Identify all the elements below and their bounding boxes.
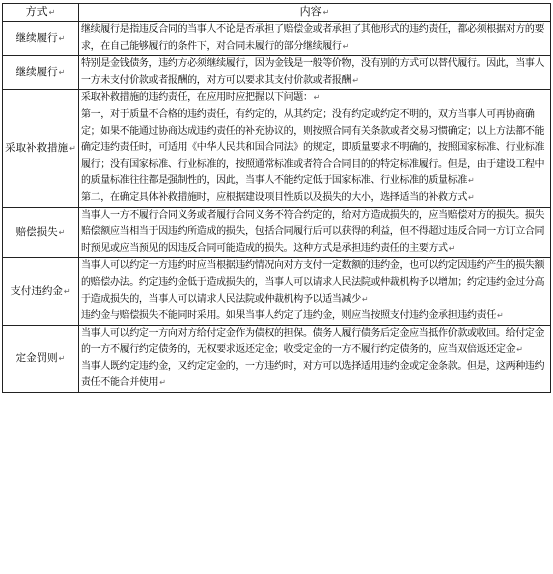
paragraph-mark-icon xyxy=(449,244,455,253)
method-cell xyxy=(3,22,79,56)
paragraph-mark-icon xyxy=(343,42,349,51)
method-cell xyxy=(3,90,79,207)
paragraph-mark-icon xyxy=(362,295,368,304)
paragraph-mark-icon xyxy=(468,193,474,202)
content-paragraph xyxy=(81,90,548,107)
paragraph-mark-icon xyxy=(49,8,56,17)
method-label: 赔偿损失 xyxy=(15,225,58,238)
method-cell xyxy=(3,207,79,258)
content-cell xyxy=(79,207,551,258)
paragraph-mark-icon xyxy=(159,378,165,387)
paragraph-mark-icon xyxy=(59,354,66,363)
paragraph-mark-icon xyxy=(59,34,66,43)
method-label: 采取补救措施 xyxy=(5,141,69,154)
content-paragraph xyxy=(81,308,548,325)
liability-table xyxy=(2,3,551,393)
content-paragraph xyxy=(81,107,548,190)
content-paragraph xyxy=(81,258,548,308)
paragraph-text: 特别是金钱债务，违约方必须继续履行，因为金钱是一般等价物，没有别的方式可以替代履行。因此，当事人一方未支付价款或者报酬的，对方可以要求其支付价款或者报酬 xyxy=(81,58,545,86)
method-cell xyxy=(3,258,79,325)
content-paragraph xyxy=(81,22,548,55)
content-paragraph xyxy=(81,208,548,258)
method-cell xyxy=(3,56,79,90)
content-cell xyxy=(79,258,551,325)
paragraph-text: 继续履行是指违反合同的当事人不论是否承担了赔偿金或者承担了其他形式的违约责任，都必须根据对方的要求，在自己能够履行的条件下，对合同未履行的部分继续履行 xyxy=(81,24,545,52)
table-row xyxy=(3,22,551,56)
paragraph-mark-icon xyxy=(352,76,358,85)
paragraph-text: 当事人既约定违约金，又约定定金的，一方违约时，对方可以选择适用违约金或定金条款。但是，这两种违约责任不能合并使用 xyxy=(81,360,545,389)
method-label: 继续履行 xyxy=(15,32,58,45)
paragraph-text: 当事人可以约定一方向对方给付定金作为债权的担保。债务人履行债务后定金应当抵作价款或收回。给付定金的一方不履行约定债务的，无权要求返还定金；收受定金的一方不履行约定债务的，应当双倍返还定金 xyxy=(81,327,545,356)
paragraph-text: 第二，在确定具体补救措施时，应根据建设项目性质以及损失的大小，选择适当的补救方式 xyxy=(81,191,467,203)
content-cell xyxy=(79,56,551,90)
paragraph-text: 采取补救措施的违约责任，在应用时应把握以下问题： xyxy=(81,92,313,104)
paragraph-mark-icon xyxy=(314,93,320,102)
content-cell xyxy=(79,22,551,56)
method-label: 支付违约金 xyxy=(10,285,63,297)
paragraph-mark-icon xyxy=(497,311,503,320)
paragraph-mark-icon xyxy=(59,68,66,77)
header-content: 内容 xyxy=(299,5,322,18)
table-row xyxy=(3,56,551,90)
table-row xyxy=(3,325,551,392)
method-label: 定金罚则 xyxy=(15,352,58,365)
content-paragraph xyxy=(81,326,548,359)
content-paragraph xyxy=(81,190,548,207)
method-label: 继续履行 xyxy=(15,66,58,79)
method-cell xyxy=(3,325,79,392)
table-row xyxy=(3,90,551,207)
table-row xyxy=(3,207,551,258)
header-method-cell xyxy=(3,4,79,22)
content-paragraph xyxy=(81,359,548,392)
paragraph-mark-icon xyxy=(468,176,474,185)
table-row xyxy=(3,258,551,325)
header-content-cell xyxy=(79,4,551,22)
paragraph-mark-icon xyxy=(59,228,66,237)
content-cell xyxy=(79,325,551,392)
content-paragraph xyxy=(81,56,548,89)
paragraph-mark-icon xyxy=(323,8,330,17)
paragraph-text: 当事人一方不履行合同义务或者履行合同义务不符合约定的，给对方造成损失的，应当赔偿对方的损失。损失赔偿额应当相当于因违约所造成的损失，包括合同履行后可以获得的利益，但不得超过违反合同一方订立合同时预见或应当预见的因违反合同可能造成的损失。这种方式是承担违约责任的主要方式 xyxy=(81,209,545,254)
paragraph-mark-icon xyxy=(516,345,522,354)
paragraph-mark-icon xyxy=(64,287,71,296)
paragraph-text: 违约金与赔偿损失不能同时采用。如果当事人约定了违约金，则应当按照支付违约金承担违约责任 xyxy=(81,310,496,322)
header-method: 方式 xyxy=(25,5,48,18)
table-header-row xyxy=(3,4,551,22)
paragraph-text: 第一，对于质量不合格的违约责任，有约定的，从其约定；没有约定或约定不明的，双方当事人可再协商确定；如果不能通过协商达成违约责任的补充协议的，则按照合同有关条款或者交易习惯确定；以上方法都不能确定违约责任时，可适用《中华人民共和国合同法》的规定，即质量要求不明确的，按照国家标准、行业标准履行；没有国家标准、行业标准的，按照通常标准或者符合合同目的的特定标准履行。但是，由于建设工程中的质量标准往往都是强制性的，因此，当事人不能约定低于国家标准、行业标准的质量标准 xyxy=(81,108,545,187)
paragraph-text: 当事人可以约定一方违约时应当根据违约情况向对方支付一定数额的违约金，也可以约定因违约产生的损失额的赔偿办法。约定违约金低于造成损失的，当事人可以请求人民法院或仲裁机构予以增加；约定违约金过分高于造成损失的，当事人可以请求人民法院或仲裁机构予以适当减少 xyxy=(81,260,545,305)
content-cell xyxy=(79,90,551,207)
paragraph-mark-icon xyxy=(69,144,76,153)
